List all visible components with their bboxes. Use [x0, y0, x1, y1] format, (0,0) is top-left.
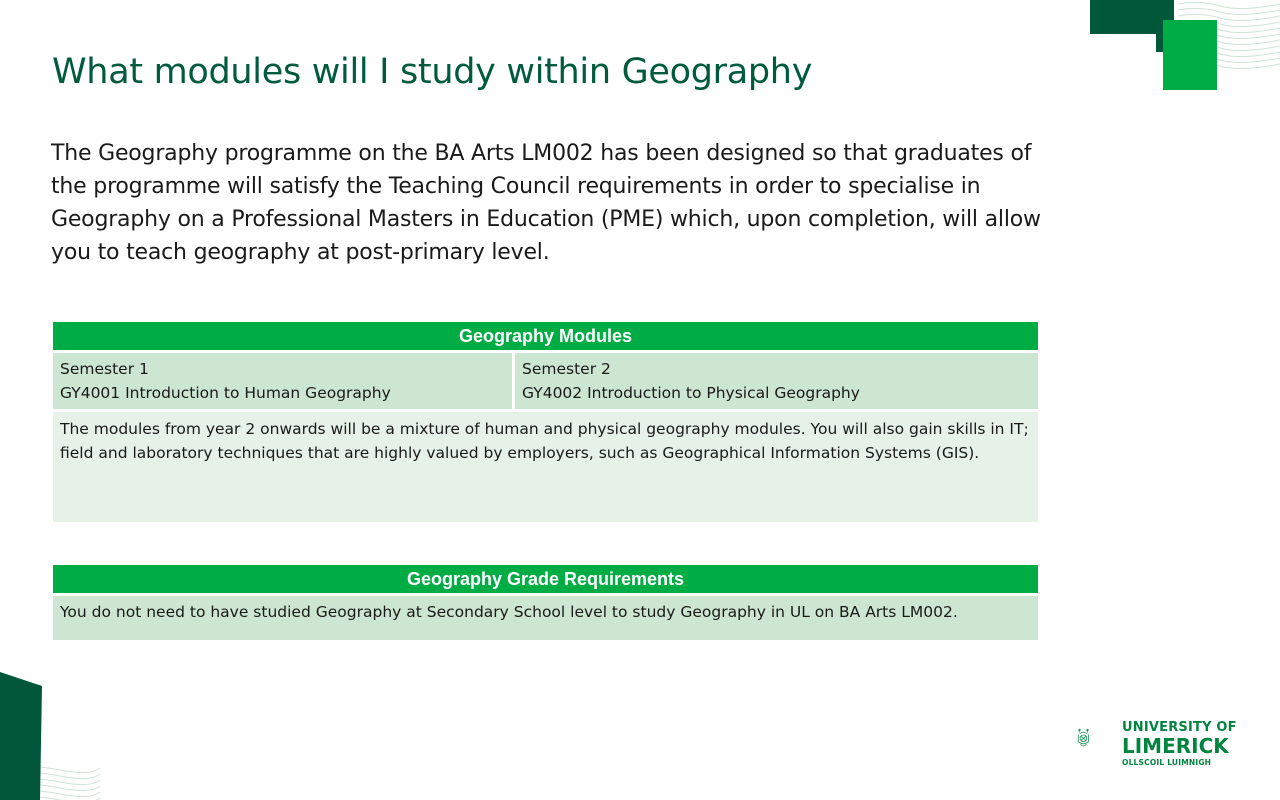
modules-table-header: Geography Modules — [53, 322, 1038, 353]
semester-2-cell — [515, 353, 1038, 409]
semester-1-label: Semester 1 — [60, 360, 149, 378]
semester-2-label: Semester 2 — [522, 360, 611, 378]
corner-decoration-bottom — [0, 670, 110, 800]
semester-1-module: GY4001 Introduction to Human Geography — [60, 384, 391, 402]
semester-1-cell — [53, 353, 515, 409]
logo-line-3: OLLSCOIL LUIMNIGH — [1122, 758, 1212, 767]
grade-table-header: Geography Grade Requirements — [53, 565, 1038, 596]
grade-requirements-text: You do not need to have studied Geography at Secondary School level to study Geography in UL on BA Arts LM002. — [53, 596, 1038, 640]
modules-note: The modules from year 2 onwards will be a mixture of human and physical geography modules. You will also gain skills in IT; field and laboratory techniques that are highly valued by employers, such as Geographical Information Systems (GIS). — [53, 409, 1038, 522]
page-title: What modules will I study within Geography — [52, 52, 813, 92]
modules-table — [53, 322, 1038, 522]
university-logo — [1122, 721, 1237, 767]
corner-decoration-top — [1090, 0, 1280, 100]
grade-requirements-table — [53, 565, 1038, 640]
intro-paragraph: The Geography programme on the BA Arts LM002 has been designed so that graduates of the programme will satisfy the Teaching Council requirements in order to specialise in Geography on a Professional Masters in Education (PME) which, upon completion, will allow you to teach geography at post-primary level. — [51, 141, 1041, 265]
logo-line-2: LIMERICK — [1122, 734, 1229, 758]
semester-2-module: GY4002 Introduction to Physical Geography — [522, 384, 860, 402]
university-crest-icon — [1077, 703, 1123, 773]
logo-line-1: UNIVERSITY OF — [1122, 720, 1237, 735]
